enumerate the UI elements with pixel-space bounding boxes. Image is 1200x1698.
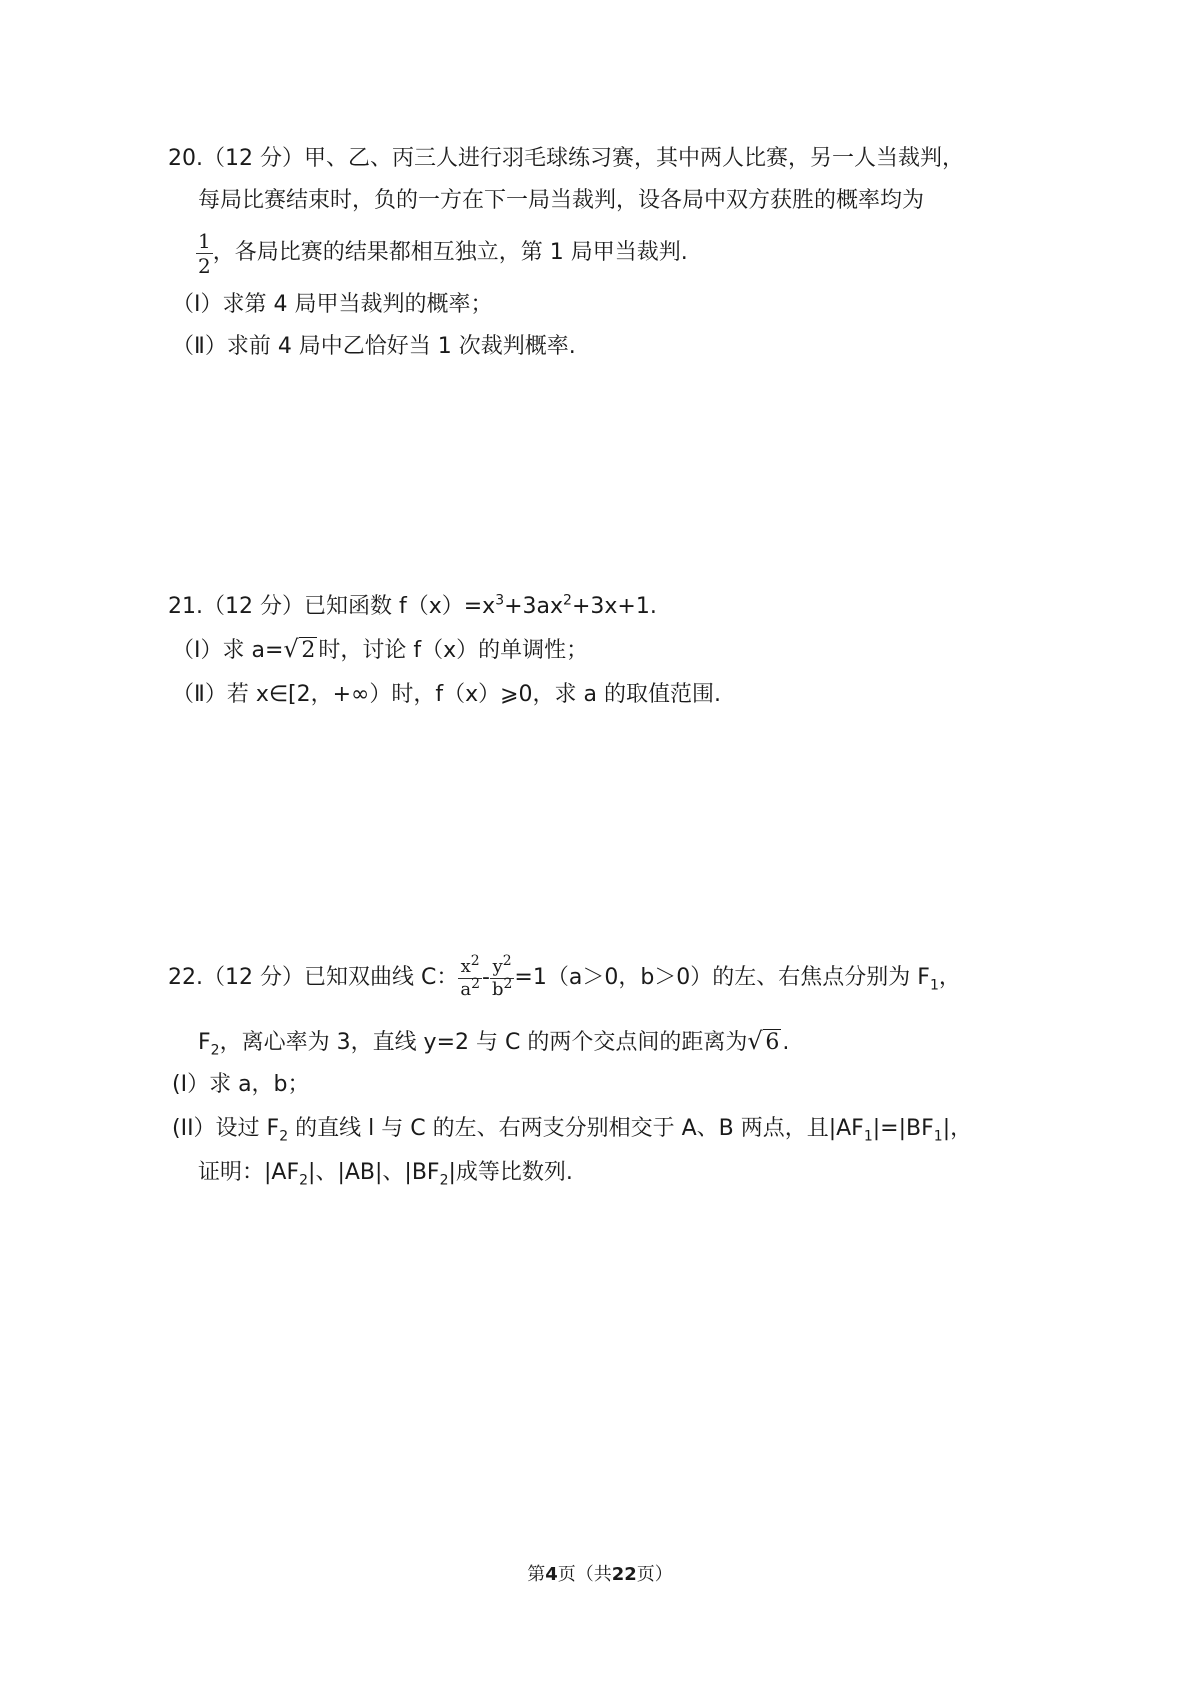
q22-part2 xyxy=(172,1114,972,1144)
radical-sign: √ xyxy=(283,635,299,663)
q22-proof-pre: 证明：|AF xyxy=(198,1160,300,1185)
q22-proof-sub1: 2 xyxy=(299,1172,309,1189)
q22-line2-mid: ，离心率为 3，直线 y=2 与 C 的两个交点间的距离为 xyxy=(219,1030,748,1055)
q22-part2-mid: 的直线 l 与 C 的左、右两支分别相交于 A、B 两点，且|AF xyxy=(288,1116,864,1141)
footer-post: 页） xyxy=(636,1564,673,1585)
q22-proof-end: |成等比数列. xyxy=(448,1160,573,1185)
page-footer xyxy=(0,1560,1200,1586)
q22-head-end: ， xyxy=(938,965,961,990)
sqrt-radicand: 6 xyxy=(765,1030,780,1055)
q20-line3-text: ，各局比赛的结果都相互独立，第 1 局甲当裁判. xyxy=(212,240,688,265)
footer-pre: 第 xyxy=(527,1564,546,1585)
q20-line2: 每局比赛结束时，负的一方在下一局当裁判，设各局中双方获胜的概率均为 xyxy=(198,188,925,213)
q22-f1-sub: 1 xyxy=(929,977,939,994)
q20-part2: （Ⅱ）求前 4 局中乙恰好当 1 次裁判概率. xyxy=(172,334,576,359)
q21-part1 xyxy=(172,636,588,666)
fraction-numerator: $x^2$ xyxy=(460,952,480,977)
q22-head-pre: 22.（12 分）已知双曲线 C： xyxy=(168,965,459,990)
q22-frac-x xyxy=(458,952,482,1000)
q22-proof xyxy=(198,1158,573,1188)
q21-part1-pre: （Ⅰ）求 a= xyxy=(172,638,284,663)
q22-part2-sub3: 1 xyxy=(933,1128,943,1145)
sqrt-symbol xyxy=(283,636,317,666)
q22-line2-pre: F xyxy=(198,1030,211,1055)
q21-head xyxy=(168,592,657,622)
footer-mid: 页（共 xyxy=(557,1564,612,1585)
q20-line3 xyxy=(196,228,688,278)
fraction-denominator: 2 xyxy=(198,253,211,278)
q22-line2-end: . xyxy=(782,1030,790,1055)
q22-f2-sub: 2 xyxy=(210,1042,220,1059)
q22-frac-y xyxy=(490,952,514,1000)
q22-proof-sub2: 2 xyxy=(439,1172,449,1189)
q21-head-post: +3x+1. xyxy=(571,594,657,619)
fraction-denominator: $b^2$ xyxy=(491,975,513,1000)
q20-fraction xyxy=(196,228,213,278)
q22-part2-end: |， xyxy=(942,1116,973,1141)
q22-part2-pre: (II）设过 F xyxy=(172,1116,280,1141)
q22-head xyxy=(168,948,961,1008)
minus-sign: - xyxy=(482,965,490,990)
radical-sign: √ xyxy=(747,1027,763,1055)
fraction-denominator: $a^2$ xyxy=(460,975,480,1000)
sqrt-radicand: 2 xyxy=(301,638,316,663)
fraction-numerator: 1 xyxy=(198,228,211,253)
q21-part1-post: 时，讨论 f（x）的单调性； xyxy=(318,638,589,663)
q21-head-mid: +3ax xyxy=(504,594,564,619)
q22-part2-mid2: |=|BF xyxy=(872,1116,934,1141)
q22-proof-mid: |、|AB|、|BF xyxy=(308,1160,440,1185)
q22-part2-sub2: 1 xyxy=(863,1128,873,1145)
q22-head-post: =1（a＞0，b＞0）的左、右焦点分别为 F xyxy=(514,965,930,990)
q22-line2 xyxy=(198,1028,789,1058)
q22-part1: (I）求 a，b； xyxy=(172,1072,310,1097)
footer-page-number: 4 xyxy=(545,1564,558,1585)
q21-head-pre: 21.（12 分）已知函数 f（x）=x xyxy=(168,594,496,619)
q20-part1: （Ⅰ）求第 4 局甲当裁判的概率； xyxy=(172,292,493,317)
q21-exp3: 3 xyxy=(495,592,505,609)
sqrt-symbol xyxy=(747,1028,781,1058)
fraction-numerator: $y^2$ xyxy=(492,952,512,977)
footer-total-pages: 22 xyxy=(611,1564,637,1585)
q20-line1: 20.（12 分）甲、乙、丙三人进行羽毛球练习赛，其中两人比赛，另一人当裁判， xyxy=(168,146,964,171)
q21-part2: （Ⅱ）若 x∈[2，+∞）时，f（x）⩾0，求 a 的取值范围. xyxy=(172,682,722,707)
q22-part2-sub1: 2 xyxy=(279,1128,289,1145)
q21-exp2: 2 xyxy=(563,592,572,609)
